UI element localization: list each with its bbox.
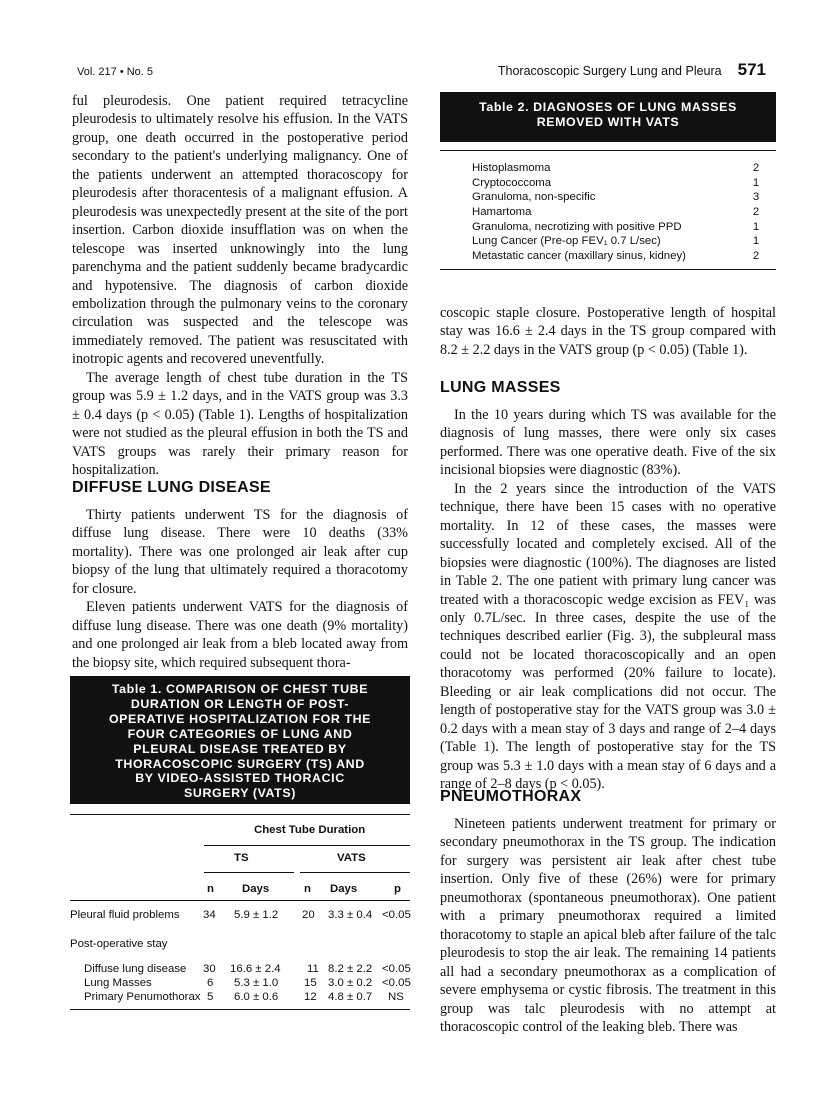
section-heading-pneumothorax: PNEUMOTHORAX — [440, 788, 582, 805]
table1-cell: NS — [388, 991, 404, 1003]
table2-row-label: Granuloma, non-specific — [472, 191, 596, 204]
running-header-volume: Vol. 217 • No. 5 — [77, 66, 154, 78]
table2-row-label: Metastatic cancer (maxillary sinus, kidney) — [472, 249, 686, 262]
table2-row-label: Hamartoma — [472, 206, 532, 219]
table1-spanner: Chest Tube Duration — [254, 824, 366, 836]
table1-row-label: Diffuse lung disease — [84, 963, 187, 975]
table1-cell: 20 — [302, 909, 315, 921]
section-heading-lung-masses: LUNG MASSES — [440, 379, 561, 396]
table2-title — [440, 92, 776, 142]
table2-bottom-rule — [440, 269, 776, 270]
table1-title-line: THORACOSCOPIC SURGERY (TS) AND — [115, 756, 365, 771]
table1-cell: 12 — [304, 991, 317, 1003]
table1-cell: 11 — [307, 963, 319, 975]
table1-cell: 5 — [207, 991, 214, 1003]
table1-cell: 34 — [203, 909, 216, 921]
table1-cell: 4.8 ± 0.7 — [328, 991, 373, 1003]
table2-row-value: 2 — [752, 206, 760, 219]
table2-row — [440, 249, 776, 264]
section-heading-diffuse-lung-disease: DIFFUSE LUNG DISEASE — [72, 479, 271, 496]
right-para-3: In the 2 years since the introduction of the VATS technique, there have been 15 cases with no operative mortality. In 12 of these cases, the masses were successfully located and completely excised. All of the biopsies were diagnostic (100%). The diagnoses are listed in Table 2. The one patient with primary lung cancer was treated with a thoracoscopic wedge excision as FEV₁ was only 0.7L/sec. In three cases, despite the use of the techniques described earlier (Fig. 3), the subpleural mass could not be located thoracoscopically and an open thoracotomy was performed (20% failure to locate). Bleeding or air leak complications did not occur. The length of postoperative stay for the VATS group was 3.0 ± 0.2 days with a mean stay of 3 days and range of 2–4 days (Table 1). The length of postoperative stay for the TS group was 5.3 ± 1.0 days with a mean stay of 6 days and a range of 2–8 days (p < 0.05). — [440, 480, 776, 793]
table1-title-line: DURATION OR LENGTH OF POST- — [130, 696, 350, 711]
table1-title-line: BY VIDEO-ASSISTED THORACIC — [135, 771, 345, 786]
table1-cell: <0.05 — [382, 963, 411, 975]
table1-cell: <0.05 — [382, 977, 411, 989]
table2-title-line: Table 2. DIAGNOSES OF LUNG MASSES — [479, 100, 737, 114]
table2-row-label: Lung Cancer (Pre-op FEV₁ 0.7 L/sec) — [472, 235, 661, 248]
table1-cell: 15 — [304, 977, 317, 989]
table2-row — [440, 205, 776, 220]
table1-cell: 3.3 ± 0.4 — [328, 909, 373, 921]
running-header-right — [498, 60, 766, 80]
table1-title-line: PLEURAL DISEASE TREATED BY — [133, 741, 347, 756]
table1-row-label: Pleural fluid problems — [70, 909, 180, 921]
table2-row — [440, 234, 776, 249]
table1-col-n: n — [207, 883, 214, 895]
table1-title-line: SURGERY (VATS) — [184, 786, 296, 801]
table1-body — [70, 814, 410, 1020]
table1-cell: 5.3 ± 1.0 — [234, 977, 279, 989]
left-para-1: ful pleurodesis. One patient required tetracycline pleurodesis to ultimately resolve his effusion. In the VATS group, one death occurred in the postoperative period secondary to the patient's underlying malignancy. One of the patients underwent an attempted thoracoscopy for pleurodesis after thoracentesis of a malignant effusion. A pleurodesis was unexpectedly present at the site of the port insertion. Carbon dioxide insufflation was on when the telescope was inserted unknowingly into the lung parenchyma and the patient suddenly became bradycardic and hypotensive. The diagnosis of carbon dioxide embolization through the pulmonary veins to the coronary circulation was suspected and the telescope was immediately removed. The patient was resuscitated with inotropic agents and recovered uneventfully. — [72, 93, 408, 368]
table1-header-rule — [70, 900, 410, 901]
right-para-2: In the 10 years during which TS was available for the diagnosis of lung masses, there were only six cases performed. There was one operative death. Five of the six incisional biopsies were diagnostic (83%). — [440, 407, 776, 479]
table1-title-line: FOUR CATEGORIES OF LUNG AND — [127, 726, 353, 741]
table1-cell: 16.6 ± 2.4 — [230, 963, 281, 975]
table1-group-vats: VATS — [337, 852, 366, 864]
table1-col-days2: Days — [330, 883, 358, 895]
table2-row — [440, 161, 776, 176]
table1-cell: 6 — [207, 977, 214, 989]
table1-row-label: Lung Masses — [84, 977, 152, 989]
table1-subheading: Post-operative stay — [70, 938, 168, 950]
table1-cell: 8.2 ± 2.2 — [328, 963, 373, 975]
table1-spanner-rule — [204, 845, 410, 846]
left-para-4: Eleven patients underwent VATS for the diagnosis of diffuse lung disease. There was one death (9% mortality) and one prolonged air leak from a bleb located away from the biopsy site, which required subsequent thora- — [72, 599, 408, 671]
table1-col-n2: n — [304, 883, 311, 895]
table1-cell: <0.05 — [382, 909, 411, 921]
table1-title — [70, 676, 410, 804]
table1-bottom-rule — [70, 1009, 410, 1010]
table2-title-line: REMOVED WITH VATS — [536, 115, 680, 129]
table2-row — [440, 219, 776, 234]
table2-row — [440, 190, 776, 205]
table1-row-label: Primary Penumothorax — [84, 991, 201, 1003]
table1-col-p: p — [394, 883, 401, 895]
table1-group-ts: TS — [234, 852, 249, 864]
right-para-1: coscopic staple closure. Postoperative length of hospital stay was 16.6 ± 2.4 days in the TS group compared with 8.2 ± 2.2 days in the VATS group (p < 0.05) (Table 1). — [440, 305, 776, 358]
table1-ts-rule — [204, 872, 294, 873]
left-para-2: The average length of chest tube duration in the TS group was 5.9 ± 1.2 days, and in the VATS group was 3.3 ± 0.4 days (p < 0.05) (Table 1). Lengths of hospitalization were not studied as the pleural effusion in both the TS and VATS groups was rarely their primary reason for hospitalization. — [72, 369, 408, 479]
table1-title-line: OPERATIVE HOSPITALIZATION FOR THE — [108, 711, 372, 726]
table2-row-label: Granuloma, necrotizing with positive PPD — [472, 220, 682, 233]
table2-row-label: Cryptococcoma — [472, 176, 552, 189]
left-column-lower — [72, 506, 408, 672]
right-column-upper — [440, 304, 776, 359]
table1-col-days: Days — [242, 883, 270, 895]
left-column — [72, 92, 408, 480]
table1-cell: 30 — [203, 963, 216, 975]
table1-top-rule — [70, 814, 410, 815]
table2-row-value: 1 — [752, 220, 760, 233]
right-column-lower — [440, 815, 776, 1036]
table1-cell: 3.0 ± 0.2 — [328, 977, 373, 989]
table1-vats-rule — [300, 872, 410, 873]
running-header-title: Thoracoscopic Surgery Lung and Pleura — [497, 64, 722, 78]
table2-row-value: 1 — [752, 235, 760, 248]
table2-row-value: 3 — [752, 191, 760, 204]
table2-row — [440, 176, 776, 191]
right-para-4: Nineteen patients underwent treatment for primary or secondary pneumothorax in the TS group. The indication for surgery was persistent air leak after chest tube insertion. Only five of these (26%) were for primary pneumothorax (spontaneous pneumothorax). One patient with a primary pneumothorax required a limited thoracotomy to staple an apical bleb after failure of the talc pleurodesis to stop the air leak. The remaining 14 patients all had a secondary pneumothorax as a complication of severe emphysema or cystic fibrosis. The treatment in this group was talc pleurodesis with no attempt at thoracoscopic control of the leaking bleb. There was — [440, 816, 776, 1035]
table1-title-line: Table 1. COMPARISON OF CHEST TUBE — [111, 682, 369, 696]
table2-row-label: Histoplasmoma — [472, 162, 551, 175]
right-column-middle — [440, 406, 776, 794]
table2-body — [440, 150, 776, 270]
table2-row-value: 2 — [752, 162, 760, 175]
table1-cell: 6.0 ± 0.6 — [234, 991, 279, 1003]
table2-top-rule — [440, 150, 776, 151]
table2-row-value: 2 — [752, 249, 760, 262]
table2-row-value: 1 — [752, 176, 760, 189]
left-para-3: Thirty patients underwent TS for the diagnosis of diffuse lung disease. There were 10 deaths (33% mortality). There was one prolonged air leak after cup biopsy of the lung that ultimately required a thoracotomy for closure. — [72, 507, 408, 597]
table1-cell: 5.9 ± 1.2 — [234, 909, 279, 921]
page-number: 571 — [737, 60, 766, 79]
